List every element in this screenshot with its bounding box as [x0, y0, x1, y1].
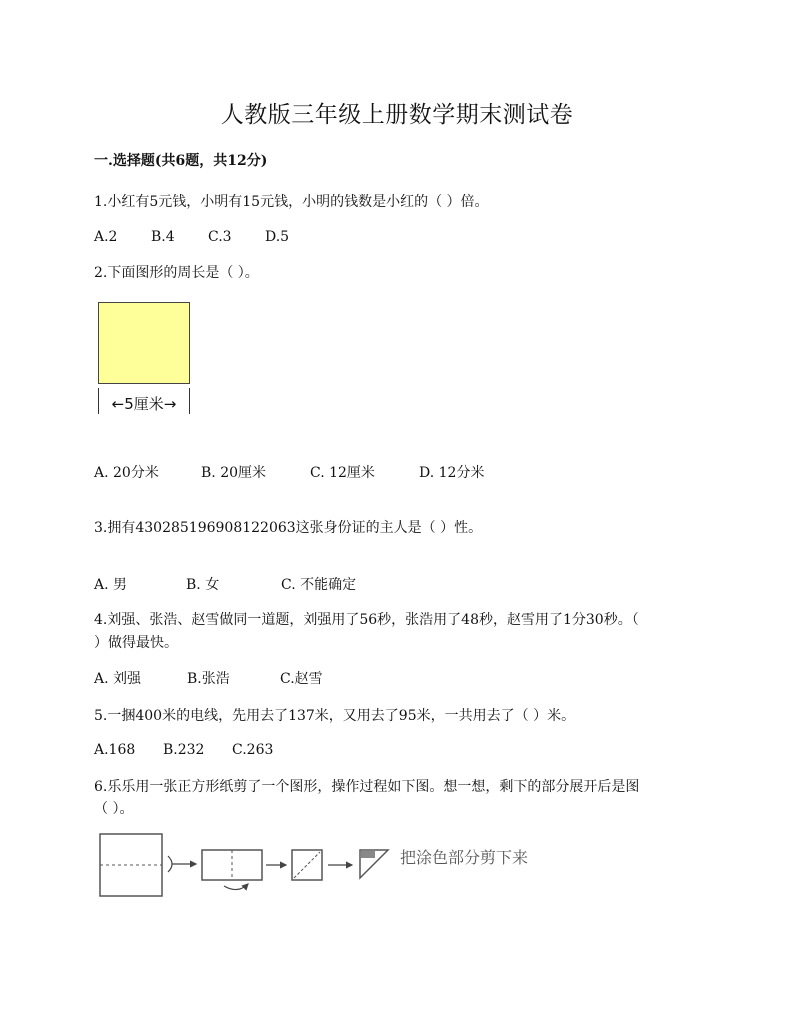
- dimension-label: 5厘米: [124, 395, 164, 413]
- q5-option-a: A.168: [94, 742, 136, 758]
- q3-option-a: A. 男: [94, 577, 128, 593]
- question-4-text-line1: 4.刘强、张浩、赵雪做同一道题，刘强用了56秒，张浩用了48秒，赵雪用了1分30秒。（: [94, 612, 639, 628]
- q5-option-c: C.263: [232, 742, 274, 758]
- q4-option-a: A. 刘强: [94, 671, 142, 687]
- question-6-text-line2: （ ）。: [94, 801, 134, 817]
- q3-option-c: C. 不能确定: [281, 577, 357, 593]
- step-4-triangle: [360, 850, 388, 878]
- q4-option-b: B.张浩: [187, 671, 230, 687]
- q1-option-a: A.2: [94, 229, 118, 245]
- yellow-square-figure: [98, 302, 190, 384]
- step-2-rectangle: [202, 850, 262, 890]
- question-4-text-line2: ）做得最快。: [94, 635, 178, 651]
- q2-option-c: C. 12厘米: [310, 465, 375, 481]
- q2-option-d: D. 12分米: [419, 465, 485, 481]
- dimension-marker: ←5厘米→: [98, 388, 190, 416]
- q1-option-d: D.5: [265, 229, 290, 245]
- cut-instruction-caption: 把涂色部分剪下来: [400, 848, 529, 867]
- paper-folding-diagram: [96, 828, 566, 900]
- question-1-text: 1.小红有5元钱，小明有15元钱，小明的钱数是小红的（ ）倍。: [94, 194, 489, 210]
- question-3-text: 3.拥有430285196908122063这张身份证的主人是（ ）性。: [94, 520, 483, 536]
- q4-option-c: C.赵雪: [280, 671, 323, 687]
- q1-option-c: C.3: [208, 229, 232, 245]
- question-5-text: 5.一捆400米的电线，先用去了137米，又用去了95米，一共用去了（ ）米。: [94, 708, 576, 724]
- section-heading: 一.选择题(共6题，共12分): [94, 153, 268, 169]
- question-2-text: 2.下面图形的周长是（ ）。: [94, 265, 259, 281]
- step-1-square: [100, 834, 162, 896]
- q2-option-b: B. 20厘米: [201, 465, 267, 481]
- arrow-1: [168, 856, 172, 872]
- q1-option-b: B.4: [151, 229, 175, 245]
- q2-option-a: A. 20分米: [94, 465, 159, 481]
- step-3-small-square: [292, 850, 322, 880]
- q3-option-b: B. 女: [186, 577, 220, 593]
- page-title: 人教版三年级上册数学期末测试卷: [220, 102, 574, 128]
- q5-option-b: B.232: [163, 742, 205, 758]
- question-6-text-line1: 6.乐乐用一张正方形纸剪了一个图形，操作过程如下图。想一想，剩下的部分展开后是图: [94, 779, 640, 795]
